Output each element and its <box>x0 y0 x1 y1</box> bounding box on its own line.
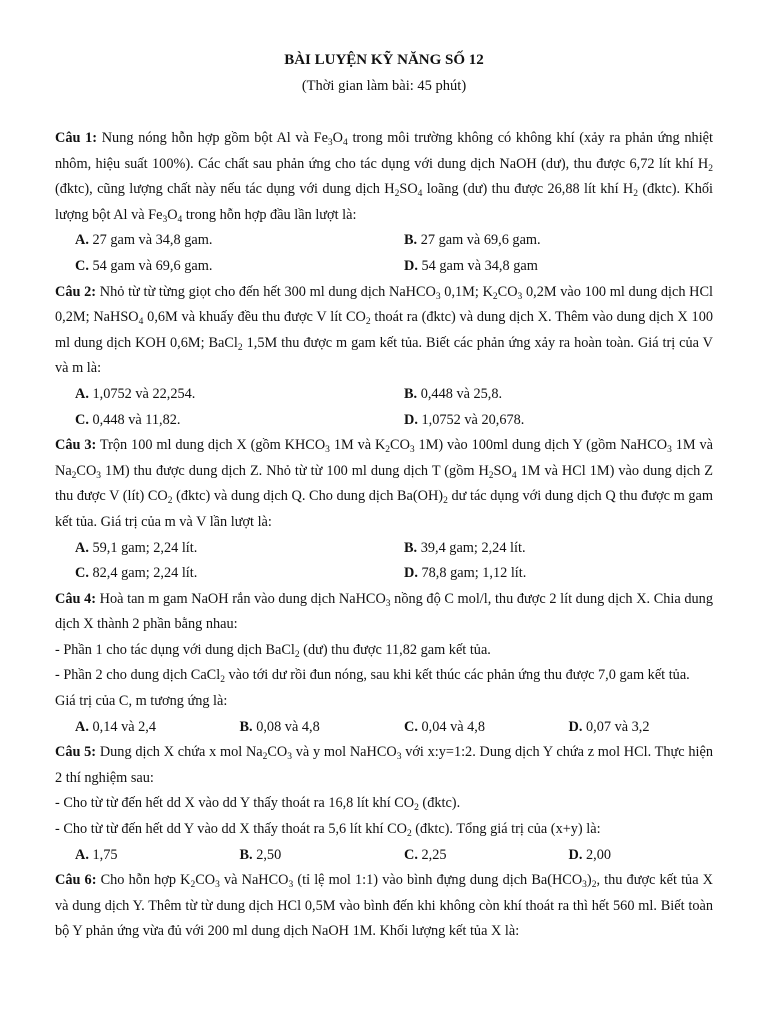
option-d: D. 54 gam và 34,8 gam <box>404 257 538 274</box>
option-b: B. 0,08 và 4,8 <box>239 718 320 735</box>
options-row <box>55 715 713 741</box>
question-2 <box>55 280 713 382</box>
question-line: - Cho từ từ đến hết dd X vào dd Y thấy thoát ra 16,8 lít khí $CO_2$ (đktc). <box>55 795 461 814</box>
question-text: Trộn 100 ml dung dịch X (gồm $KHCO_3$ 1M và $K_2CO_3$ 1M) vào 100ml dung dịch Y (gồm NaHCO$_3$ 1M và $Na_2CO_3$ 1M) thu được dung dịch Z. Nhỏ từ từ 100 ml dung dịch T (gồm $H_2SO_4$ 1M và HCl 1M) vào dung dịch Z thu được V (lít) $CO_2$ (đktc) và dung dịch Q. Cho dung dịch $Ba(OH)_2$ dư tác dụng với dung dịch Q thu được m gam kết tủa. Giá trị của m và V lần lượt là: <box>55 437 713 530</box>
question-label: Câu 5: <box>55 744 97 761</box>
page-title: BÀI LUYỆN KỸ NĂNG SỐ 12 <box>284 52 484 68</box>
question-3 <box>55 433 713 535</box>
question-text: Cho hỗn hợp $K_2CO_3$ và NaHCO$_3$ (tỉ lệ mol 1:1) vào bình đựng dung dịch $Ba(HCO_3)_2$, thu được kết tủa X và dung dịch Y. Thêm từ từ dung dịch HCl 0,5M vào bình đến khi không còn khí thoát ra thì hết 560 ml. Biết toàn bộ Y phản ứng vừa đủ với 200 ml dung dịch NaOH 1M. Khối lượng kết tủa X là: <box>55 872 714 940</box>
options-row <box>55 561 713 587</box>
option-d: D. 78,8 gam; 1,12 lít. <box>404 565 527 582</box>
option-b: B. 2,50 <box>239 846 282 863</box>
option-a: A. 1,75 <box>75 846 118 863</box>
question-label: Câu 6: <box>55 872 97 889</box>
question-label: Câu 3: <box>55 437 97 454</box>
options-row <box>55 843 713 869</box>
page-subtitle: (Thời gian làm bài: 45 phút) <box>301 78 467 94</box>
question-4 <box>55 587 713 638</box>
option-a: A. 59,1 gam; 2,24 lít. <box>75 539 198 556</box>
question-list <box>55 126 713 945</box>
question-text: Nhỏ từ từ từng giọt cho đến hết 300 ml dung dịch NaHCO$_3$ 0,1M; $K_2CO_3$ 0,2M vào 100 ml dung dịch HCl 0,2M; NaHSO$_4$ 0,6M và khuấy đều thu được V lít $CO_2$ thoát ra (đktc) và dung dịch X. Thêm vào dung dịch X 100 ml dung dịch KOH 0,6M; BaCl$_2$ 1,5M thu được m gam kết tủa. Biết các phản ứng xảy ra hoàn toàn. Giá trị của V và m là: <box>55 283 713 377</box>
options-row <box>55 536 713 562</box>
option-c: C. 54 gam và 69,6 gam. <box>75 257 213 274</box>
question-5 <box>55 740 713 791</box>
option-d: D. 0,07 và 3,2 <box>568 718 650 735</box>
options-row <box>55 382 713 408</box>
question-line: - Phần 1 cho tác dụng với dung dịch BaCl$_2$ (dư) thu được 11,82 gam kết tủa. <box>55 641 491 660</box>
options-row <box>55 228 713 254</box>
option-d: D. 1,0752 và 20,678. <box>404 411 525 428</box>
option-a: A. 0,14 và 2,4 <box>75 718 157 735</box>
option-b: B. 27 gam và 69,6 gam. <box>404 232 541 249</box>
option-a: A. 27 gam và 34,8 gam. <box>75 232 213 249</box>
question-label: Câu 4: <box>55 590 96 607</box>
question-line: Giá trị của C, m tương ứng là: <box>55 693 228 710</box>
option-c: C. 0,448 và 11,82. <box>75 411 181 428</box>
options-row <box>55 408 713 434</box>
option-d: D. 2,00 <box>568 846 612 863</box>
question-label: Câu 2: <box>55 283 97 300</box>
option-c: C. 0,04 và 4,8 <box>404 718 486 735</box>
question-6 <box>55 868 713 945</box>
question-text: Nung nóng hỗn hợp gồm bột Al và $Fe_3O_4$ trong môi trường không có không khí (xảy ra phản ứng nhiệt nhôm, hiệu suất 100%). Các chất sau phản ứng cho tác dụng với dung dịch NaOH (dư), thu được 6,72 lít khí $H_2$ (đktc), cũng lượng chất này nếu tác dụng với dung dịch $H_2SO_4$ loãng (dư) thu được 26,88 lít khí $H_2$ (đktc). Khối lượng bột Al và $Fe_3O_4$ trong hỗn hợp đầu lần lượt là: <box>55 130 714 225</box>
question-label: Câu 1: <box>55 130 98 146</box>
question-1 <box>55 126 713 228</box>
question-line: - Cho từ từ đến hết dd Y vào dd X thấy thoát ra 5,6 lít khí $CO_2$ (đktc). Tổng giá trị của (x+y) là: <box>55 821 601 840</box>
question-text: Dung dịch X chứa x mol $Na_2CO_3$ và y mol NaHCO$_3$ với x:y=1:2. Dung dịch Y chứa z mol HCl. Thực hiện 2 thí nghiệm sau: <box>55 744 713 786</box>
option-b: B. 0,448 và 25,8. <box>404 385 503 402</box>
option-c: C. 82,4 gam; 2,24 lít. <box>75 565 198 582</box>
options-row <box>55 254 713 280</box>
option-b: B. 39,4 gam; 2,24 lít. <box>404 539 526 556</box>
option-c: C. 2,25 <box>404 846 447 863</box>
question-line: - Phần 2 cho dung dịch CaCl$_2$ vào tới dư rồi đun nóng, sau khi kết thúc các phản ứng thu được 7,0 gam kết tủa. <box>55 667 690 686</box>
option-a: A. 1,0752 và 22,254. <box>75 385 196 402</box>
question-text: Hoà tan m gam NaOH rắn vào dung dịch NaHCO$_3$ nồng độ C mol/l, thu được 2 lít dung dịch X. Chia dung dịch X thành 2 phần bằng nhau: <box>55 590 713 633</box>
